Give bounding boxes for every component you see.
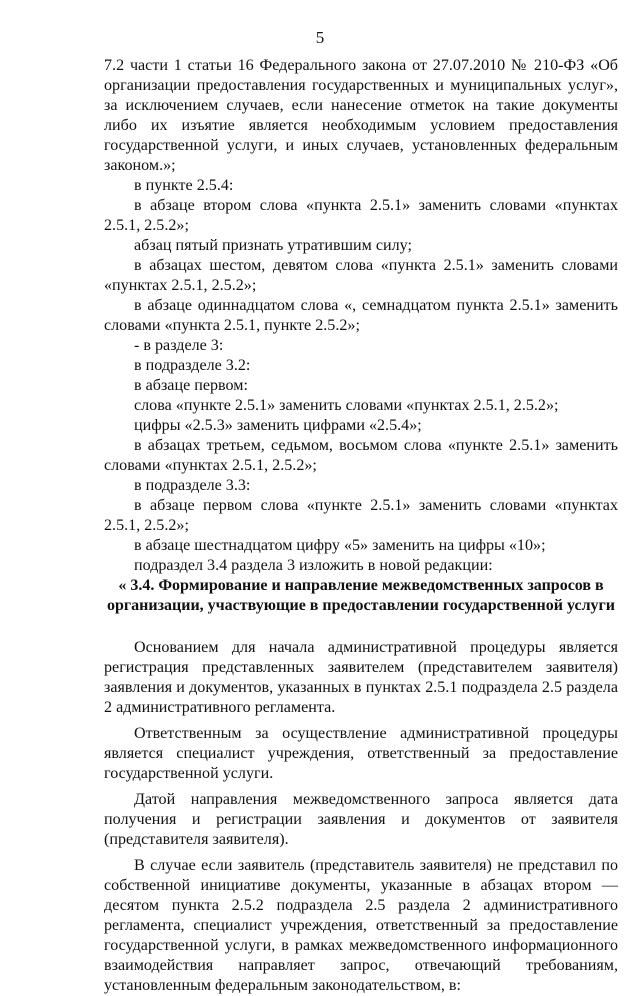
spacer: [104, 616, 618, 638]
document-body: [104, 56, 618, 996]
paragraph-request-date: Датой направления межведомственного запроса является дата получения и регистрации заявления и документов от заявителя (представителя заявителя).: [104, 791, 618, 848]
paragraph-item-section-3: - в разделе 3:: [134, 337, 224, 354]
section-heading: « 3.4. Формирование и направление межведомственных запросов в организации, участвующие в предоставлении государственной услуги: [106, 577, 616, 614]
page-number: 5: [315, 28, 325, 47]
paragraph-continuation: 7.2 части 1 статьи 16 Федерального закона от 27.07.2010 № 210-ФЗ «Об организации предоставления государственных и муниципальных услуг», за исключением случаев, если нанесение отметок на такие документы либо их изъятие является необходимым условием предоставления государственной услуги, и иных случаев, установленных федеральным законом.»;: [104, 57, 618, 174]
paragraph-item: слова «пункте 2.5.1» заменить словами «пунктах 2.5.1, 2.5.2»;: [134, 397, 559, 414]
paragraph-responsible: Ответственным за осуществление административной процедуры является специалист учреждения, ответственный за предоставление государственной услуги.: [104, 725, 618, 782]
paragraph-item: абзац пятый признать утратившим силу;: [134, 237, 412, 254]
paragraph-item: в абзаце одиннадцатом слова «, семнадцатом пункта 2.5.1» заменить словами «пункта 2.5.1, пункте 2.5.2»;: [104, 297, 618, 334]
paragraph-item: в абзаце первом слова «пункте 2.5.1» заменить словами «пунктах 2.5.1, 2.5.2»;: [104, 497, 618, 534]
paragraph-request-case: В случае если заявитель (представитель заявителя) не представил по собственной инициативе документы, указанные в абзацах втором — десятом пункта 2.5.2 подраздела 2.5 раздела 2 административного регламента, специалист учреждения, ответственный за предоставление государственной услуги, в рамках межведомственного информационного взаимодействия направляет запрос, отвечающий требованиям, установленным федеральным законодательством, в:: [104, 857, 618, 994]
paragraph-item-2-5-4: в пункте 2.5.4:: [134, 177, 234, 194]
paragraph-item: в абзаце первом:: [134, 377, 248, 394]
paragraph-item: в абзаце шестнадцатом цифру «5» заменить на цифры «10»;: [134, 537, 546, 554]
paragraph-item: в абзаце втором слова «пункта 2.5.1» заменить словами «пунктах 2.5.1, 2.5.2»;: [104, 197, 618, 234]
paragraph-item: в подразделе 3.3:: [134, 477, 251, 494]
paragraph-basis: Основанием для начала административной процедуры является регистрация представленных заявителем (представителем заявителя) заявления и документов, указанных в пунктах 2.5.1 подраздела 2.5 раздела 2 административного регламента.: [104, 639, 618, 716]
paragraph-item: подраздел 3.4 раздела 3 изложить в новой редакции:: [134, 557, 493, 574]
paragraph-item: цифры «2.5.3» заменить цифрами «2.5.4»;: [134, 417, 422, 434]
paragraph-item: в подразделе 3.2:: [134, 357, 251, 374]
paragraph-item: в абзацах шестом, девятом слова «пункта 2.5.1» заменить словами «пунктах 2.5.1, 2.5.2»;: [104, 257, 618, 294]
paragraph-item: в абзацах третьем, седьмом, восьмом слова «пункте 2.5.1» заменить словами «пунктах 2.5.1, 2.5.2»;: [104, 437, 618, 474]
